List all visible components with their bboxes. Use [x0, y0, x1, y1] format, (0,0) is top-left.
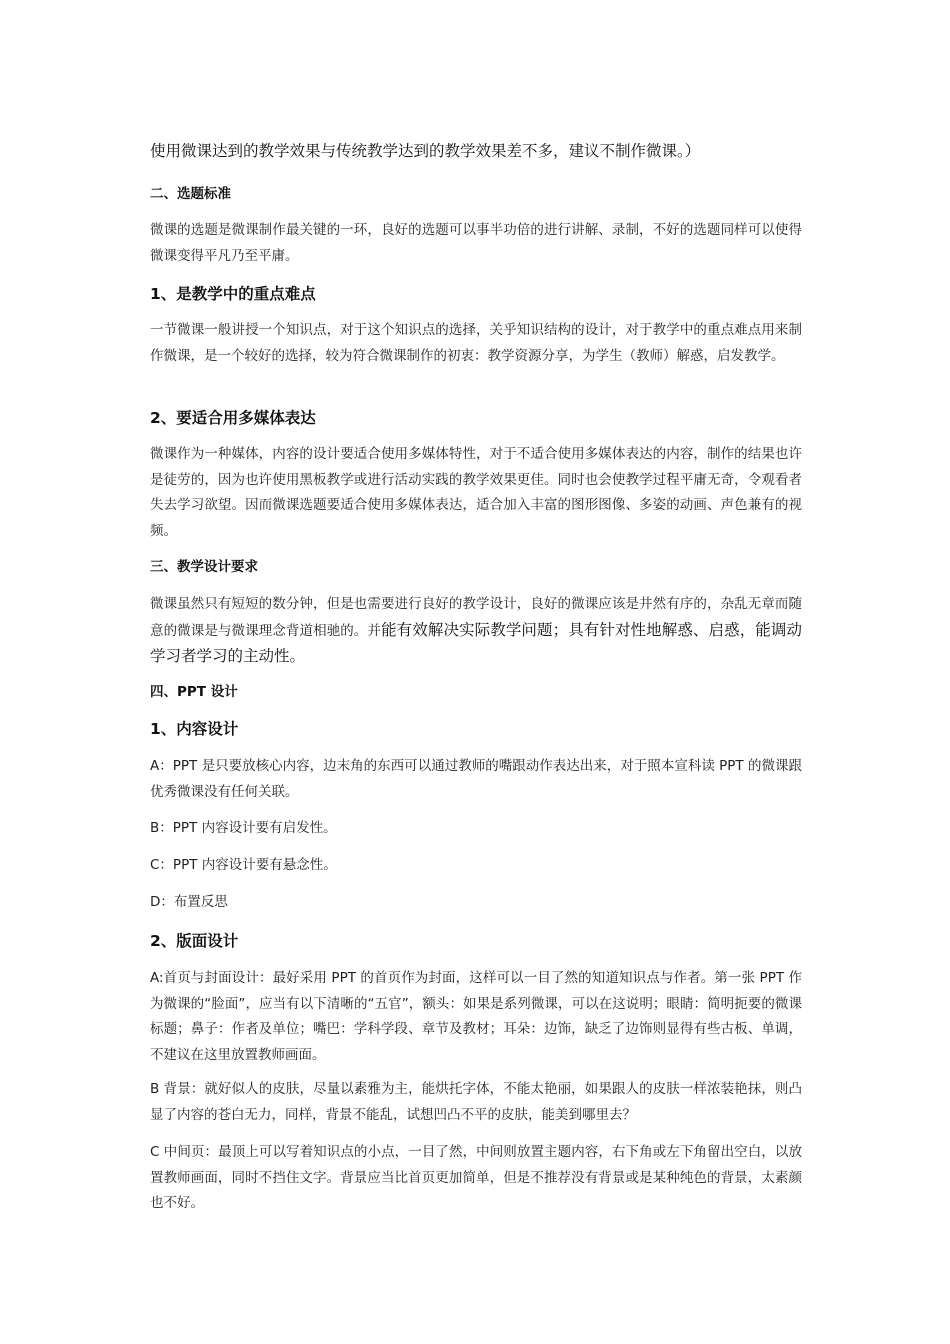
paragraph-teaching-design: [150, 592, 802, 671]
item-content-b: B：PPT 内容设计要有启发性。: [150, 820, 337, 836]
paragraph-key-points: 一节微课一般讲授一个知识点，对于这个知识点的选择，关乎知识结构的设计，对于教学中的重点难点用来制作微课，是一个较好的选择，较为符合微课制作的初衷：教学资源分享，为学生（教师）解惑，启发教学。: [150, 322, 802, 364]
section-heading-topic-selection: 二、选题标准: [150, 186, 231, 202]
paragraph-teaching-design-part-b: 能有效解决实际教学问题；具有针对性地解惑、启惑，能调动学习者学习的主动性。: [150, 620, 802, 665]
item-content-d: D：布置反思: [150, 894, 228, 910]
intro-text: 使用微课达到的教学效果与传统教学达到的教学效果差不多，建议不制作微课。）: [150, 142, 701, 160]
item-layout-b: B 背景：就好似人的皮肤，尽量以素雅为主，能烘托字体，不能太艳丽，如果跟人的皮肤一样浓装艳抹，则凸显了内容的苍白无力，同样，背景不能乱，试想凹凸不平的皮肤，能美到哪里去？: [150, 1081, 802, 1123]
paragraph-multimedia: 微课作为一种媒体，内容的设计要适合使用多媒体特性，对于不适合使用多媒体表达的内容，制作的结果也许是徒劳的，因为也许使用黑板教学或进行活动实践的教学效果更佳。同时也会使教学过程平庸无奇，令观看者失去学习欲望。因而微课选题要适合使用多媒体表达，适合加入丰富的图形图像、多姿的动画、声色兼有的视频。: [150, 446, 802, 539]
subheading-multimedia: 2、要适合用多媒体表达: [150, 409, 316, 427]
item-content-c: C：PPT 内容设计要有悬念性。: [150, 857, 337, 873]
subheading-key-points: 1、是教学中的重点难点: [150, 285, 316, 303]
item-layout-c: C 中间页：最顶上可以写着知识点的小点，一目了然，中间则放置主题内容，右下角或左下角留出空白，以放置教师画面，同时不挡住文字。背景应当比首页更加简单，但是不推荐没有背景或是某种纯色的背景，太素颜也不好。: [150, 1144, 802, 1211]
section-heading-teaching-design: 三、教学设计要求: [150, 559, 258, 575]
subheading-content-design: 1、内容设计: [150, 720, 239, 738]
section-heading-ppt-design: 四、PPT 设计: [150, 684, 238, 700]
subheading-layout-design: 2、版面设计: [150, 932, 239, 950]
item-content-a: A：PPT 是只要放核心内容，边末角的东西可以通过教师的嘴跟动作表达出来，对于照本宣科读 PPT 的微课跟优秀微课没有任何关联。: [150, 758, 802, 800]
paragraph-teaching-design-part-a: 微课虽然只有短短的数分钟，但是也需要进行良好的教学设计，良好的微课应该是井然有序的，杂乱无章而随意的微课是与微课理念背道相驰的。并: [150, 596, 802, 639]
item-layout-a: A:首页与封面设计：最好采用 PPT 的首页作为封面，这样可以一目了然的知道知识点与作者。第一张 PPT 作为微课的“脸面”，应当有以下清晰的“五官”，额头：如果是系列微课，可以在这说明；眼睛：简明扼要的微课标题；鼻子：作者及单位；嘴巴：学科学段、章节及教材；耳朵：边饰，缺乏了边饰则显得有些古板、单调，不建议在这里放置教师画面。: [150, 970, 802, 1063]
paragraph-topic-selection: 微课的选题是微课制作最关键的一环，良好的选题可以事半功倍的进行讲解、录制，不好的选题同样可以使得微课变得平凡乃至平庸。: [150, 222, 802, 264]
